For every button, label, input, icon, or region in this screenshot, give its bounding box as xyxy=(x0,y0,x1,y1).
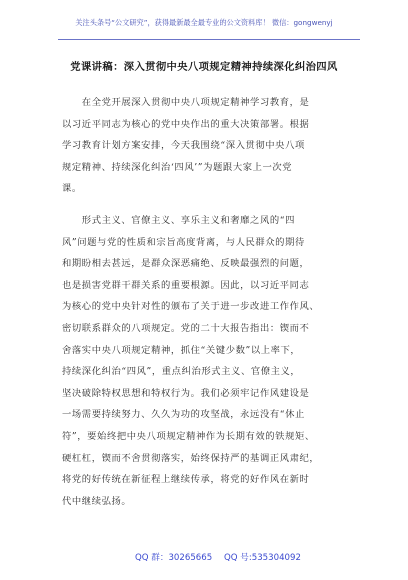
paragraph-line: 符”，要始终把中央八项规定精神作为长期有效的铁规矩、 xyxy=(62,430,315,442)
paragraph-line: 和期盼相去甚远，是群众深恶痛绝、反映最强烈的问题， xyxy=(62,258,310,270)
paragraph-line: 舍落实中央八项规定精神，抓住“关键少数”以上率下， xyxy=(62,344,301,356)
paragraph-line: 硬杠杠，锲而不舍贯彻落实，始终保持严的基调正风肃纪， xyxy=(62,452,320,464)
qq-group-number: QQ 群：30265665 xyxy=(135,553,213,563)
paragraph-line: 在全党开展深入贯彻中央八项规定精神学习教育，是 xyxy=(62,97,310,108)
header-banner: 关注头条号“公文研究”，获得最新最全最专业的公文资料库！ 微信：gongwenyj xyxy=(75,18,333,27)
paragraph-line: 课。 xyxy=(62,183,82,195)
paragraph-line: 风”问题与党的性质和宗旨高度背离，与人民群众的期待 xyxy=(62,236,305,248)
paragraph-1 xyxy=(62,92,352,200)
document-title: 党课讲稿：深入贯彻中央八项规定精神持续深化纠治四风 xyxy=(70,61,338,73)
paragraph-line: 学习教育计划方案安排，今天我围绕“深入贯彻中央八项 xyxy=(62,140,305,152)
paragraph-line: 密切联系群众的八项规定。党的二十大报告指出：锲而不 xyxy=(62,322,310,334)
paragraph-line: 持续深化纠治“四风”，重点纠治形式主义、官僚主义， xyxy=(62,366,301,378)
paragraph-line: 将党的好传统在新征程上继续传承，将党的好作风在新时 xyxy=(62,474,310,486)
paragraph-2 xyxy=(62,210,352,512)
paragraph-line: 形式主义、官僚主义、享乐主义和奢靡之风的“四 xyxy=(62,215,295,226)
paragraph-line: 一场需要持续努力、久久为功的攻坚战，永远没有“休止 xyxy=(62,409,305,421)
header-divider xyxy=(58,39,360,40)
paragraph-line: 规定精神、持续深化纠治‘四风’”为题跟大家上一次党 xyxy=(62,161,293,173)
paragraph-line: 也是损害党群干群关系的重要根源。因此，以习近平同志 xyxy=(62,279,310,291)
qq-account-number: QQ 号:535304092 xyxy=(224,553,301,563)
paragraph-line: 为核心的党中央针对性的颁布了关于进一步改进工作作风、 xyxy=(62,301,320,313)
paragraph-line: 代中继续弘扬。 xyxy=(62,495,132,507)
paragraph-line: 以习近平同志为核心的党中央作出的重大决策部署。根据 xyxy=(62,118,310,130)
paragraph-line: 坚决破除特权思想和特权行为。我们必须牢记作风建设是 xyxy=(62,387,310,399)
